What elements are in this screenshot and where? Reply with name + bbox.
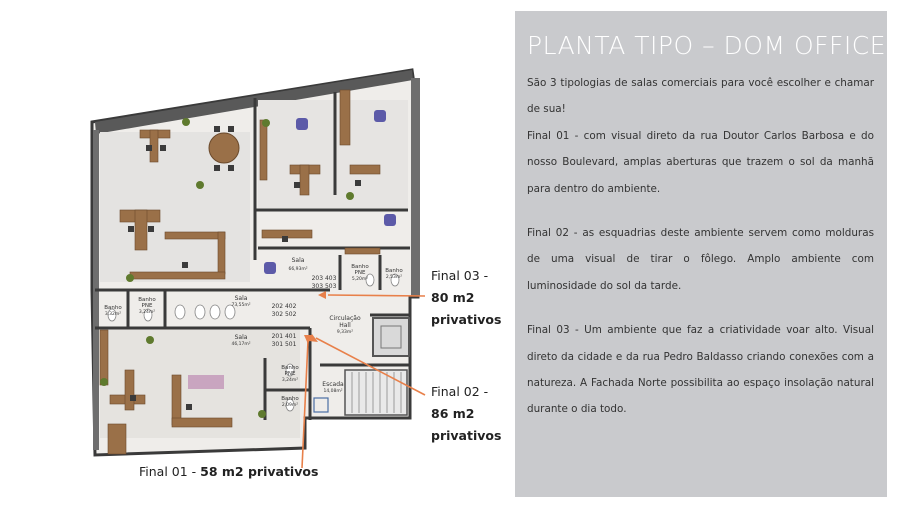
- callout-final-03-suffix: privativos: [431, 312, 502, 327]
- units-sala-bottom-2: 301 501: [271, 341, 297, 348]
- callout-final-02-area: 86 m2: [431, 406, 475, 421]
- stairs: [345, 370, 407, 415]
- callout-final-02-suffix: privativos: [431, 428, 502, 443]
- meeting-table: [209, 133, 239, 163]
- panel-paragraph-final-02: Final 02 - as esquadrias deste ambiente servem como molduras de uma visual de tirar o fôlego. Amplo ambiente com luminosidade do sol da tarde.: [527, 227, 874, 292]
- units-sala-mid-2: 302 502: [271, 311, 297, 318]
- sub-circulacao: Hall: [339, 322, 351, 329]
- area-circulacao: 9,33m²: [336, 330, 354, 335]
- elevator-core: [373, 318, 409, 356]
- sub-banho-pne-bottom: PNE: [284, 371, 296, 377]
- area-sala-mid: 73,55m²: [231, 303, 251, 308]
- area-banho-pne-top: 5,20m²: [351, 277, 369, 282]
- sub-banho-pne-left: PNE: [141, 303, 153, 309]
- label-sala-mid: Sala: [234, 295, 248, 302]
- label-banho-bottom: Banho: [281, 396, 299, 402]
- area-banho-top: 2,53m²: [385, 275, 403, 280]
- label-banho-pne-top: Banho: [351, 264, 369, 270]
- area-banho-left: 3,32m²: [104, 312, 122, 317]
- units-sala-mid-1: 202 402: [271, 303, 297, 310]
- panel-paragraph-final-01: Final 01 - com visual direto da rua Doutor Carlos Barbosa e do nosso Boulevard, amplas aberturas que trazem o sol da manhã para dentro do ambiente.: [527, 129, 874, 195]
- panel-paragraph-final-03: Final 03 - Um ambiente que faz a criatividade voar alto. Visual direto da cidade e da rua Pedro Baldasso criando conexões com a natureza. A Fachada Norte possibilita ao espaço insolação natural durante o dia todo.: [527, 324, 874, 416]
- sub-banho-pne-top: PNE: [354, 270, 366, 276]
- callout-final-03: [431, 265, 501, 331]
- panel-title: PLANTA TIPO – DOM OFFICE: [527, 31, 887, 60]
- area-banho-bottom: 2,09m²: [281, 403, 299, 408]
- label-sala-top: Sala: [291, 257, 305, 264]
- callout-final-02-prefix: Final 02 -: [431, 384, 489, 399]
- panel-paragraph-intro: São 3 tipologias de salas comerciais para você escolher e chamar de sua!: [527, 77, 874, 116]
- callout-final-01: [139, 461, 318, 483]
- sofa: [188, 375, 224, 389]
- area-escada: 14,08m²: [323, 389, 343, 394]
- label-banho-pne-left: Banho: [138, 297, 156, 303]
- callout-final-03-prefix: Final 03 -: [431, 268, 489, 283]
- area-sala-bottom: 46,17m²: [231, 342, 251, 347]
- callout-final-01-area: 58 m2 privativos: [200, 464, 319, 479]
- label-banho-left: Banho: [104, 305, 122, 311]
- area-banho-pne-left: 3,24m²: [138, 310, 156, 315]
- label-escada: Escada: [322, 381, 344, 388]
- callout-final-02: [431, 381, 501, 447]
- callout-final-01-prefix: Final 01 -: [139, 464, 197, 479]
- label-banho-pne-bottom: Banho: [281, 365, 299, 371]
- area-banho-pne-bottom: 3,24m²: [281, 378, 299, 383]
- callout-final-03-area: 80 m2: [431, 290, 475, 305]
- facade-east: [411, 78, 420, 296]
- info-panel: [515, 11, 887, 497]
- label-circulacao: Circulação: [329, 315, 361, 322]
- area-sala-top: 66,93m²: [288, 267, 308, 272]
- label-sala-bottom: Sala: [234, 334, 248, 341]
- units-sala-top-2: 303 503: [311, 283, 337, 290]
- label-banho-top: Banho: [385, 268, 403, 274]
- panel-body: [527, 70, 874, 423]
- units-sala-bottom-1: 201 401: [271, 333, 297, 340]
- units-sala-top-1: 203 403: [311, 275, 337, 282]
